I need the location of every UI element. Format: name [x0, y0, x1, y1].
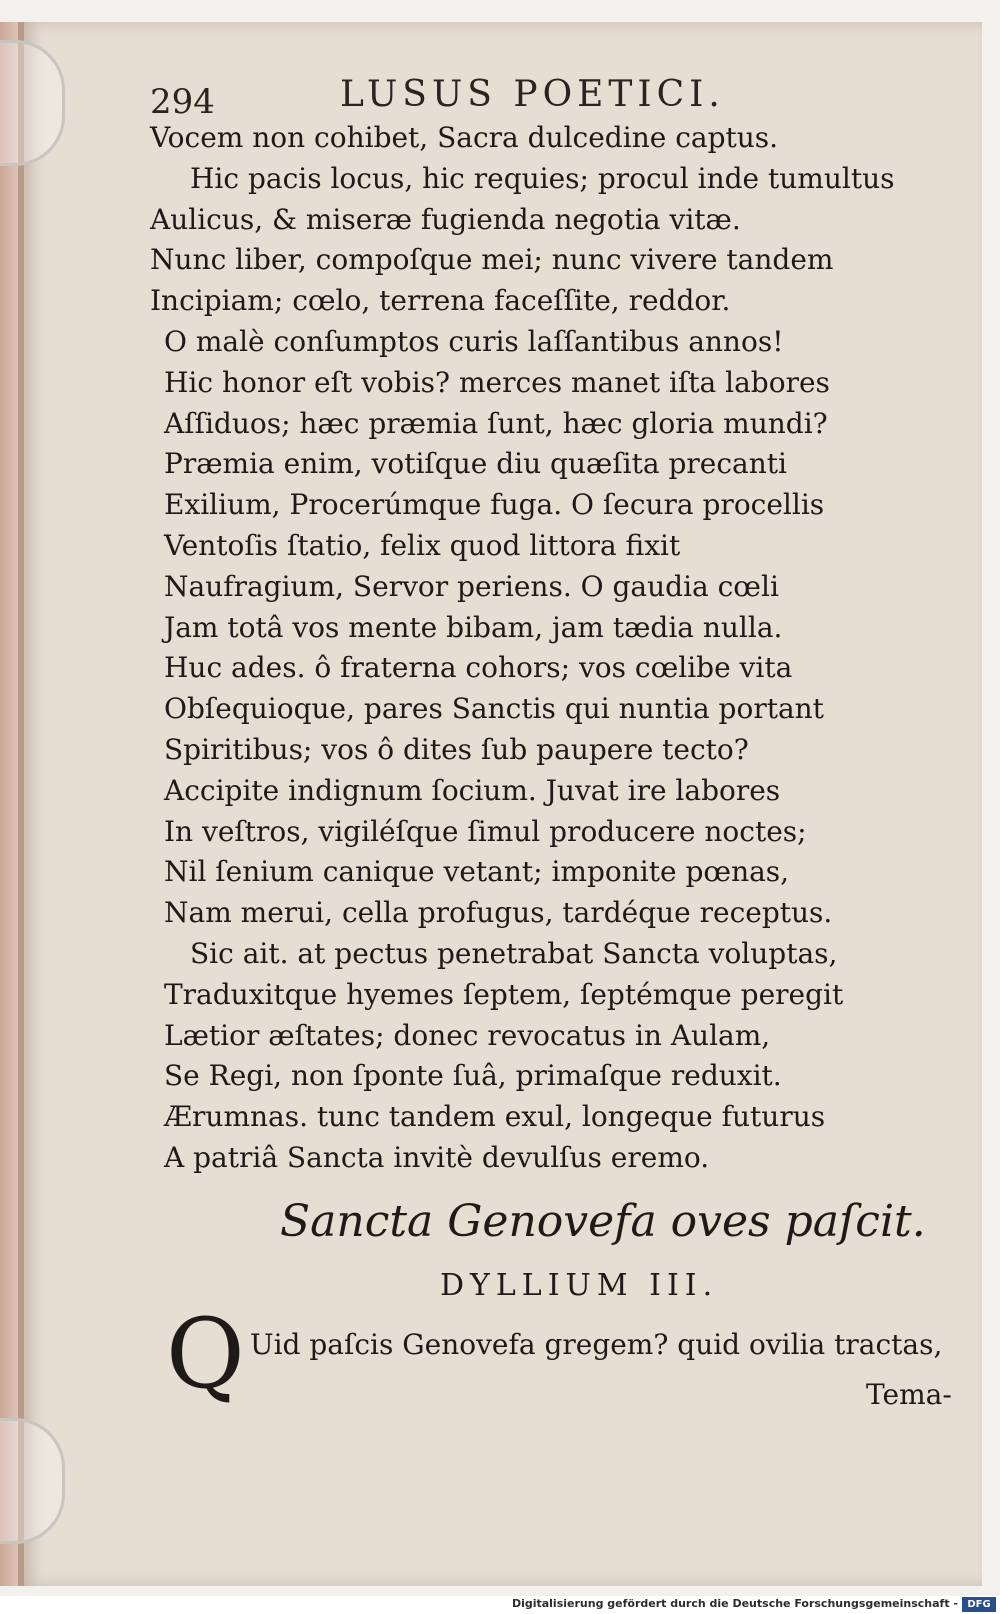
verse-line: Traduxitque hyemes ſeptem, ſeptémque peregit — [164, 977, 844, 1011]
verse-line: A patriâ Sancta invitè devulſus eremo. — [164, 1140, 710, 1174]
verse-line: Ærumnas. tunc tandem exul, longeque futurus — [164, 1100, 826, 1134]
page-number: 294 — [150, 82, 215, 122]
verse-line: Vocem non cohibet, Sacra dulcedine captus. — [150, 121, 779, 154]
verse-line: In veſtros, vigiléſque ſimul producere noctes; — [164, 814, 807, 848]
verse-line: Obſequioque, pares Sanctis qui nuntia portant — [164, 692, 824, 726]
verse-line: Præmia enim, votiſque diu quæſita precanti — [164, 447, 787, 481]
verse-line: Exilium, Procerúmque fuga. O ſecura procellis — [164, 488, 825, 522]
verse-line: Se Regi, non ſponte ſuâ, primaſque reduxit. — [164, 1059, 782, 1093]
verse-line: Jam totâ vos mente bibam, jam tædia nulla. — [164, 610, 783, 644]
verse-line: Hic honor eſt vobis? merces manet iſta labores — [164, 365, 830, 399]
funding-credit: Digitalisierung gefördert durch die Deutsche Forschungsgemeinschaft - — [511, 1597, 958, 1610]
running-head: LUSUS POETICI. — [340, 74, 725, 115]
page-header — [150, 68, 950, 122]
opening-line: Uid paſcis Genovefa gregem? quid ovilia tractas, — [250, 1328, 943, 1361]
section-title: Sancta Genovefa oves paſcit. — [280, 1196, 926, 1247]
verse-line: Sic ait. at pectus penetrabat Sancta voluptas, — [190, 936, 838, 970]
section-subtitle: DYLLIUM III. — [440, 1268, 719, 1303]
verse-line: Incipiam; cœlo, terrena faceſſite, reddor. — [150, 284, 731, 318]
verse-line: Accipite indignum ſocium. Juvat ire labores — [164, 773, 781, 807]
verse-line: Aulicus, & miseræ fugienda negotia vitæ. — [150, 202, 741, 236]
verse-line: Lætior æſtates; donec revocatus in Aulam, — [164, 1018, 771, 1052]
verse-line: Spiritibus; vos ô dites ſub paupere tecto? — [164, 732, 749, 766]
verse-line: Nam merui, cella profugus, tardéque receptus. — [164, 896, 833, 930]
poem-text — [150, 118, 970, 1179]
dfg-logo: DFG — [962, 1597, 996, 1612]
verse-line: Ventoſis ſtatio, felix quod littora fixit — [164, 528, 681, 562]
digitization-footer — [0, 1596, 1000, 1614]
verse-line: O malè conſumptos curis laſſantibus annos! — [164, 324, 784, 358]
book-binding-edge — [0, 22, 20, 1586]
verse-line: Aſſiduos; hæc præmia ſunt, hæc gloria mundi? — [164, 406, 828, 440]
catchword: Tema- — [866, 1378, 952, 1411]
drop-cap: Q — [166, 1298, 245, 1410]
verse-line: Hic pacis locus, hic requies; procul inde tumultus — [190, 161, 895, 195]
verse-line: Naufragium, Servor periens. O gaudia cœli — [164, 569, 779, 603]
verse-line: Huc ades. ô fraterna cohors; vos cœlibe vita — [164, 651, 793, 685]
verse-line: Nil ſenium canique vetant; imponite pœnas, — [164, 855, 790, 889]
verse-line: Nunc liber, compoſque mei; nunc vivere tandem — [150, 243, 834, 277]
